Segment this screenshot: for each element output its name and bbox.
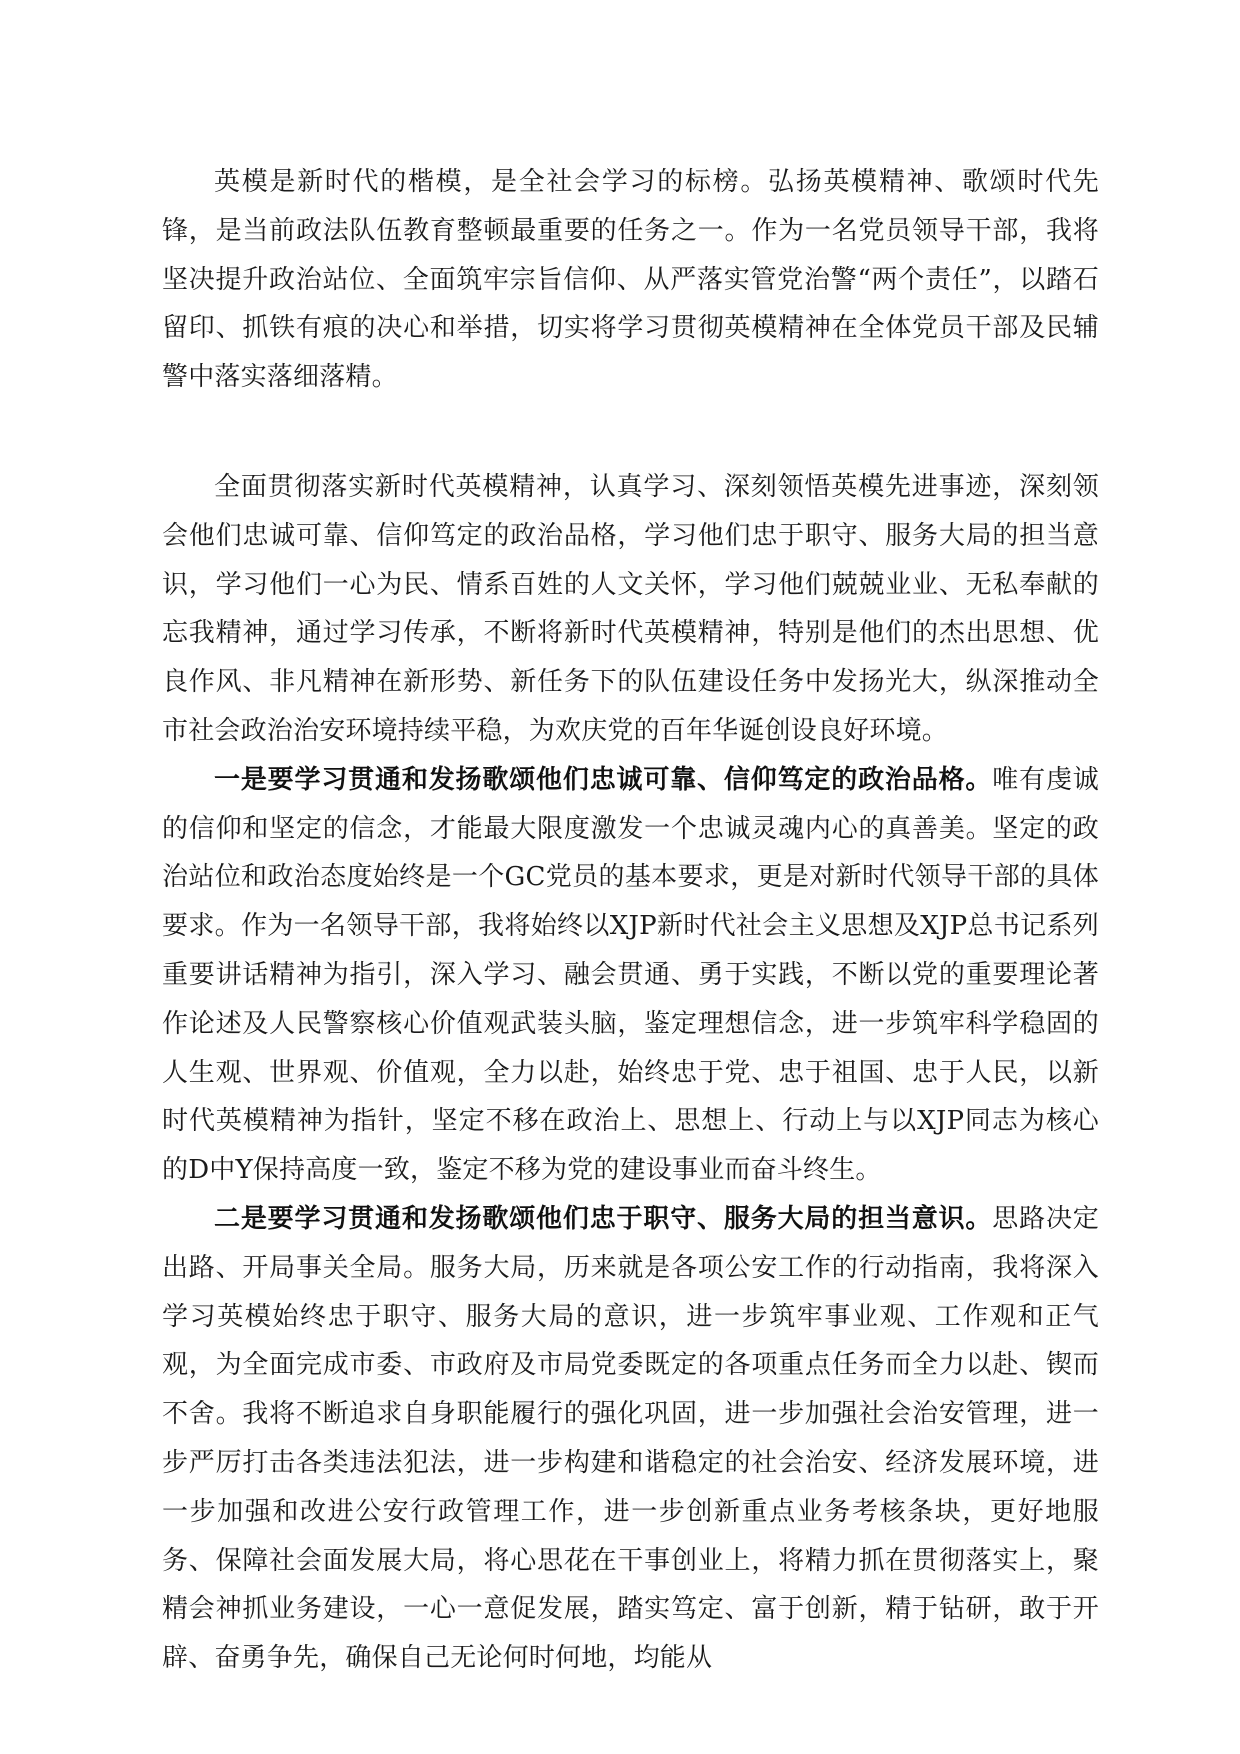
paragraph-text: 英模是新时代的楷模，是全社会学习的标榜。弘扬英模精神、歌颂时代先锋，是当前政法队伍教育整顿最重要的任务之一。作为一名党员领导干部，我将坚决提升政治站位、全面筑牢宗旨信仰、从严落实管党治警“两个责任”，以踏石留印、抓铁有痕的决心和举措，切实将学习贯彻英模精神在全体党员干部及民辅警中落实落细落精。	[162, 167, 1099, 393]
paragraph-text: 唯有虔诚的信仰和坚定的信念，才能最大限度激发一个忠诚灵魂内心的真善美。坚定的政治站位和政治态度始终是一个GC党员的基本要求，更是对新时代领导干部的具体要求。作为一名领导干部，我将始终以XJP新时代社会主义思想及XJP总书记系列重要讲话精神为指引，深入学习、融会贯通、勇于实践，不断以党的重要理论著作论述及人民警察核心价值观武装头脑，鉴定理想信念，进一步筑牢科学稳固的人生观、世界观、价值观，全力以赴，始终忠于党、忠于祖国、忠于人民，以新时代英模精神为指针，坚定不移在政治上、思想上、行动上与以XJP同志为核心的D中Y保持高度一致，鉴定不移为党的建设事业而奋斗终生。	[162, 764, 1099, 1186]
paragraph-point-two	[162, 1195, 1099, 1683]
paragraph-point-one	[162, 756, 1099, 1195]
paragraph-intro	[162, 158, 1099, 402]
paragraph-lead-heading: 一是要学习贯通和发扬歌颂他们忠诚可靠、信仰笃定的政治品格。	[214, 764, 993, 795]
paragraph-overview	[162, 463, 1099, 756]
paragraph-lead-heading: 二是要学习贯通和发扬歌颂他们忠于职守、服务大局的担当意识。	[214, 1203, 993, 1234]
paragraph-text: 思路决定出路、开局事关全局。服务大局，历来就是各项公安工作的行动指南，我将深入学习英模始终忠于职守、服务大局的意识，进一步筑牢事业观、工作观和正气观，为全面完成市委、市政府及市局党委既定的各项重点任务而全力以赴、锲而不舍。我将不断追求自身职能履行的强化巩固，进一步加强社会治安管理，进一步严厉打击各类违法犯法，进一步构建和谐稳定的社会治安、经济发展环境，进一步加强和改进公安行政管理工作，进一步创新重点业务考核条块，更好地服务、保障社会面发展大局，将心思花在干事创业上，将精力抓在贯彻落实上，聚精会神抓业务建设，一心一意促发展，踏实笃定、富于创新，精于钻研，敢于开辟、奋勇争先，确保自己无论何时何地，均能从	[162, 1203, 1099, 1674]
paragraph-text: 全面贯彻落实新时代英模精神，认真学习、深刻领悟英模先进事迹，深刻领会他们忠诚可靠、信仰笃定的政治品格，学习他们忠于职守、服务大局的担当意识，学习他们一心为民、情系百姓的人文关怀，学习他们兢兢业业、无私奉献的忘我精神，通过学习传承，不断将新时代英模精神，特别是他们的杰出思想、优良作风、非凡精神在新形势、新任务下的队伍建设任务中发扬光大，纵深推动全市社会政治治安环境持续平稳，为欢庆党的百年华诞创设良好环境。	[162, 471, 1099, 746]
document-body	[162, 158, 1099, 1683]
